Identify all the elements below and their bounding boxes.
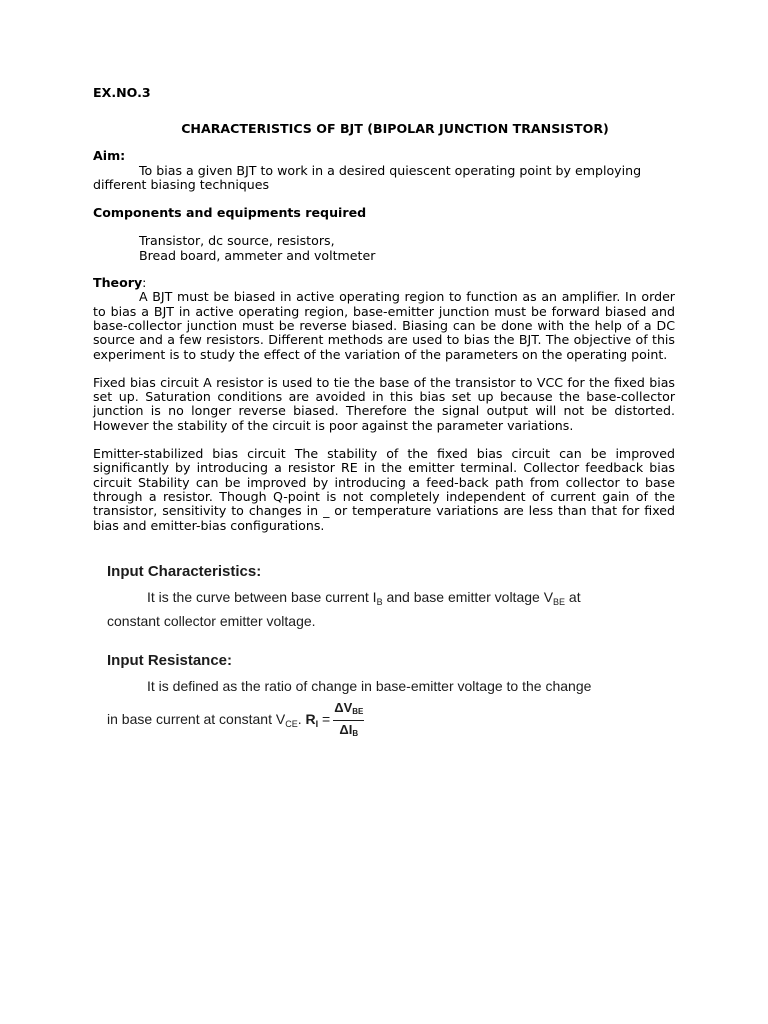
theory-paragraph: Emitter-stabilized bias circuit The stability of the fixed bias circuit can be improved significantly by introducing a resistor RE in the emitter terminal. Collector feedback bias circuit Stability can be improved by introducing a feed-back path from collector to base through a resistor. Though Q-point is not completely independent of current gain of the transistor, sensitivity to changes in _ or temperature variations are less than that for fixed bias and emitter-bias configurations. (93, 446, 675, 533)
document-page (93, 86, 675, 533)
components-item: Bread board, ammeter and voltmeter (139, 247, 376, 263)
input-resistance-heading: Input Resistance: (107, 652, 233, 669)
formula-num-sub: BE (352, 707, 364, 716)
theory-heading-colon: : (142, 275, 147, 291)
input-resistance-line1: It is defined as the ratio of change in base-emitter voltage to the change (147, 678, 592, 694)
input-resistance-line2 (107, 700, 364, 741)
ic-line1-mid: and base emitter voltage V (382, 589, 554, 605)
components-list (139, 234, 675, 263)
formula-den-sub: B (352, 729, 359, 738)
aim-text: To bias a given BJT to work in a desired quiescent operating point by employing different biasing techniques (93, 162, 642, 192)
formula-lhs-sub: I (315, 719, 319, 730)
formula-num-text: ΔV (334, 700, 353, 715)
input-characteristics-line2: constant collector emitter voltage. (107, 613, 316, 629)
components-item: Transistor, dc source, resistors, (139, 233, 335, 249)
theory-heading-line (93, 276, 675, 290)
ic-line1-text: It is the curve between base current I (147, 589, 377, 605)
components-heading: Components and equipments required (93, 205, 367, 221)
formula-fraction (333, 700, 364, 741)
ic-line1-end: at (565, 589, 581, 605)
theory-heading: Theory (93, 275, 143, 291)
exercise-number: EX.NO.3 (93, 85, 151, 100)
input-characteristics-line1 (147, 589, 581, 607)
input-characteristics-heading: Input Characteristics: (107, 563, 262, 580)
formula-lhs: R (305, 711, 316, 728)
ir-sub-ce: CE (285, 719, 298, 730)
ir-line2-text: in base current at constant V (107, 711, 286, 728)
formula-den-text: ΔI (339, 722, 353, 737)
ic-sub-be: BE (553, 597, 566, 607)
formula-denominator (333, 721, 364, 741)
aim-heading: Aim: (93, 148, 126, 164)
document-title: CHARACTERISTICS OF BJT (BIPOLAR JUNCTION TRANSISTOR) (181, 121, 609, 136)
formula-equals: = (318, 711, 331, 728)
formula-numerator (333, 700, 364, 721)
ir-line2-end: . (297, 711, 306, 728)
ic-sub-b: B (376, 597, 383, 607)
theory-paragraph: Fixed bias circuit A resistor is used to tie the base of the transistor to VCC for the fixed bias set up. Saturation conditions are avoided in this bias set up because the base-collector junction is no longer reverse biased. Therefore the signal output will not be distorted. However the stability of the circuit is poor against the parameter variations. (93, 374, 675, 433)
theory-paragraph: A BJT must be biased in active operating region to function as an amplifier. In order to bias a BJT in active operating region, base-emitter junction must be forward biased and base-collector junction must be reverse biased. Biasing can be done with the help of a DC source and a few resistors. Different methods are used to bias the BJT. The objective of this experiment is to study the effect of the variation of the parameters on the operating point. (93, 289, 675, 362)
